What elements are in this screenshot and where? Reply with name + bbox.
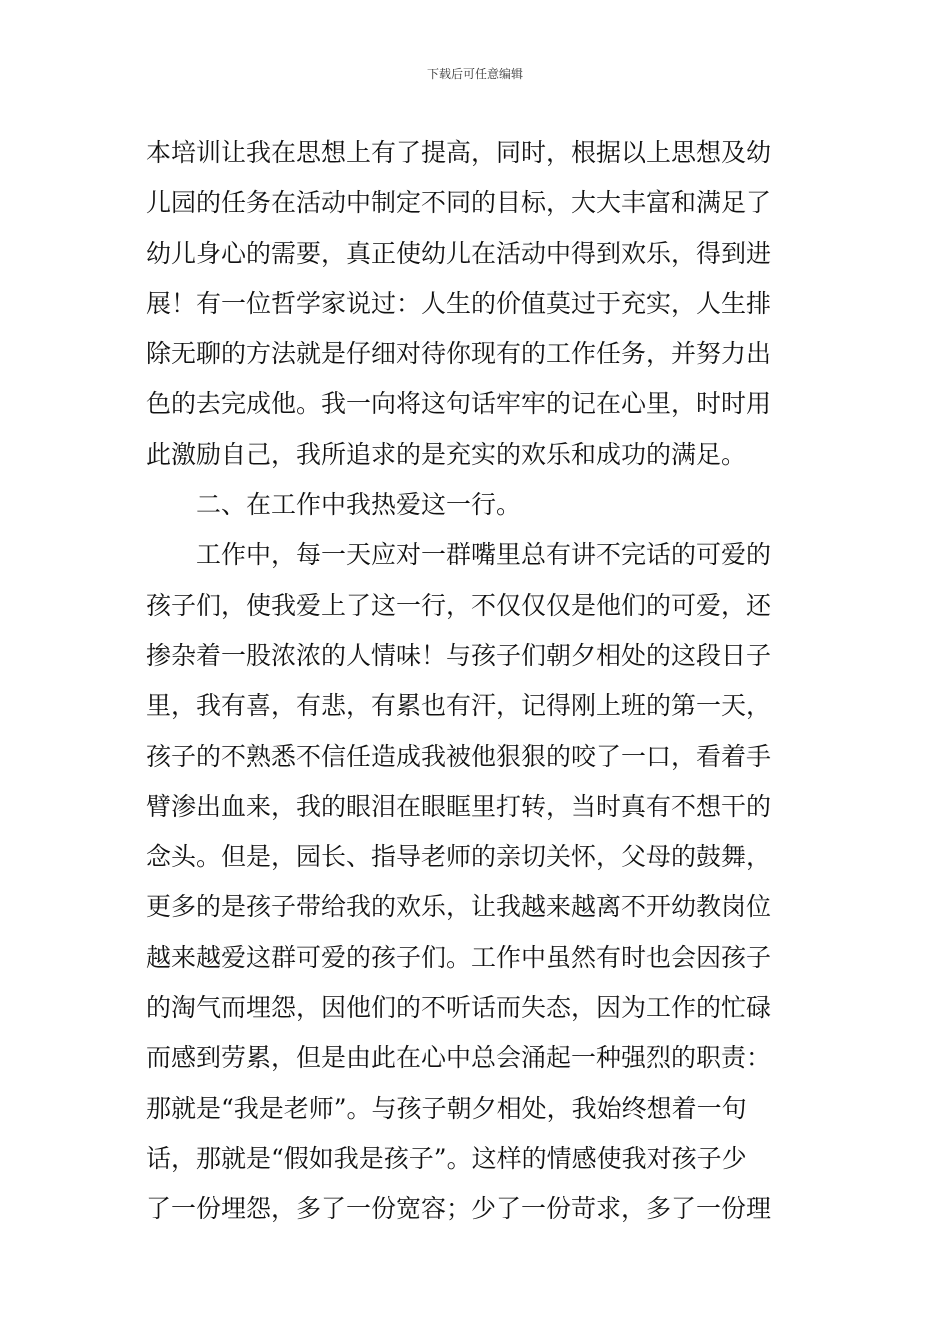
text-line: 本培训让我在思想上有了提高，同时，根据以上思想及幼	[146, 138, 772, 167]
text-line: 工作中，每一天应对一群嘴里总有讲不完话的可爱的	[196, 540, 772, 570]
text-line: 孩子的不熟悉不信任造成我被他狠狠的咬了一口，看着手	[146, 741, 772, 771]
text-line: 幼儿身心的需要，真正使幼儿在活动中得到欢乐，得到进	[146, 238, 772, 268]
text-line: 除无聊的方法就是仔细对待你现有的工作任务，并努力出	[146, 339, 772, 369]
section-heading: 二、在工作中我热爱这一行。	[196, 490, 522, 520]
text-line: 的淘气而埋怨，因他们的不听话而失态，因为工作的忙碌	[146, 993, 772, 1023]
text-line: 更多的是孩子带给我的欢乐，让我越来越离不开幼教岗位	[146, 892, 772, 922]
text-line: 臂渗出血来，我的眼泪在眼眶里打转，当时真有不想干的	[146, 791, 772, 821]
text-line: 掺杂着一股浓浓的人情味！与孩子们朝夕相处的这段日子	[146, 640, 772, 670]
text-line: 而感到劳累，但是由此在心中总会涌起一种强烈的职责：	[146, 1043, 772, 1073]
text-line: 念头。但是，园长、指导老师的亲切关怀，父母的鼓舞，	[146, 842, 772, 872]
text-line: 色的去完成他。我一向将这句话牢牢的记在心里，时时用	[146, 389, 772, 419]
text-line: 孩子们，使我爱上了这一行，不仅仅仅是他们的可爱，还	[146, 590, 772, 620]
text-line: 话，那就是“假如我是孩子”。这样的情感使我对孩子少	[146, 1143, 747, 1173]
text-line: 越来越爱这群可爱的孩子们。工作中虽然有时也会因孩子	[146, 942, 772, 972]
text-line: 展！有一位哲学家说过：人生的价值莫过于充实，人生排	[146, 288, 772, 318]
header-note: 下载后可任意编辑	[426, 67, 523, 81]
text-line: 里，我有喜，有悲，有累也有汗，记得刚上班的第一天，	[146, 691, 772, 721]
document-body	[146, 128, 808, 1235]
text-line: 了一份埋怨，多了一份宽容；少了一份苛求，多了一份理	[146, 1194, 772, 1224]
text-line: 儿园的任务在活动中制定不同的目标，大大丰富和满足了	[146, 188, 772, 218]
text-line: 那就是“我是老师”。与孩子朝夕相处，我始终想着一句	[146, 1093, 747, 1123]
text-line: 此激励自己，我所追求的是充实的欢乐和成功的满足。	[146, 439, 747, 469]
